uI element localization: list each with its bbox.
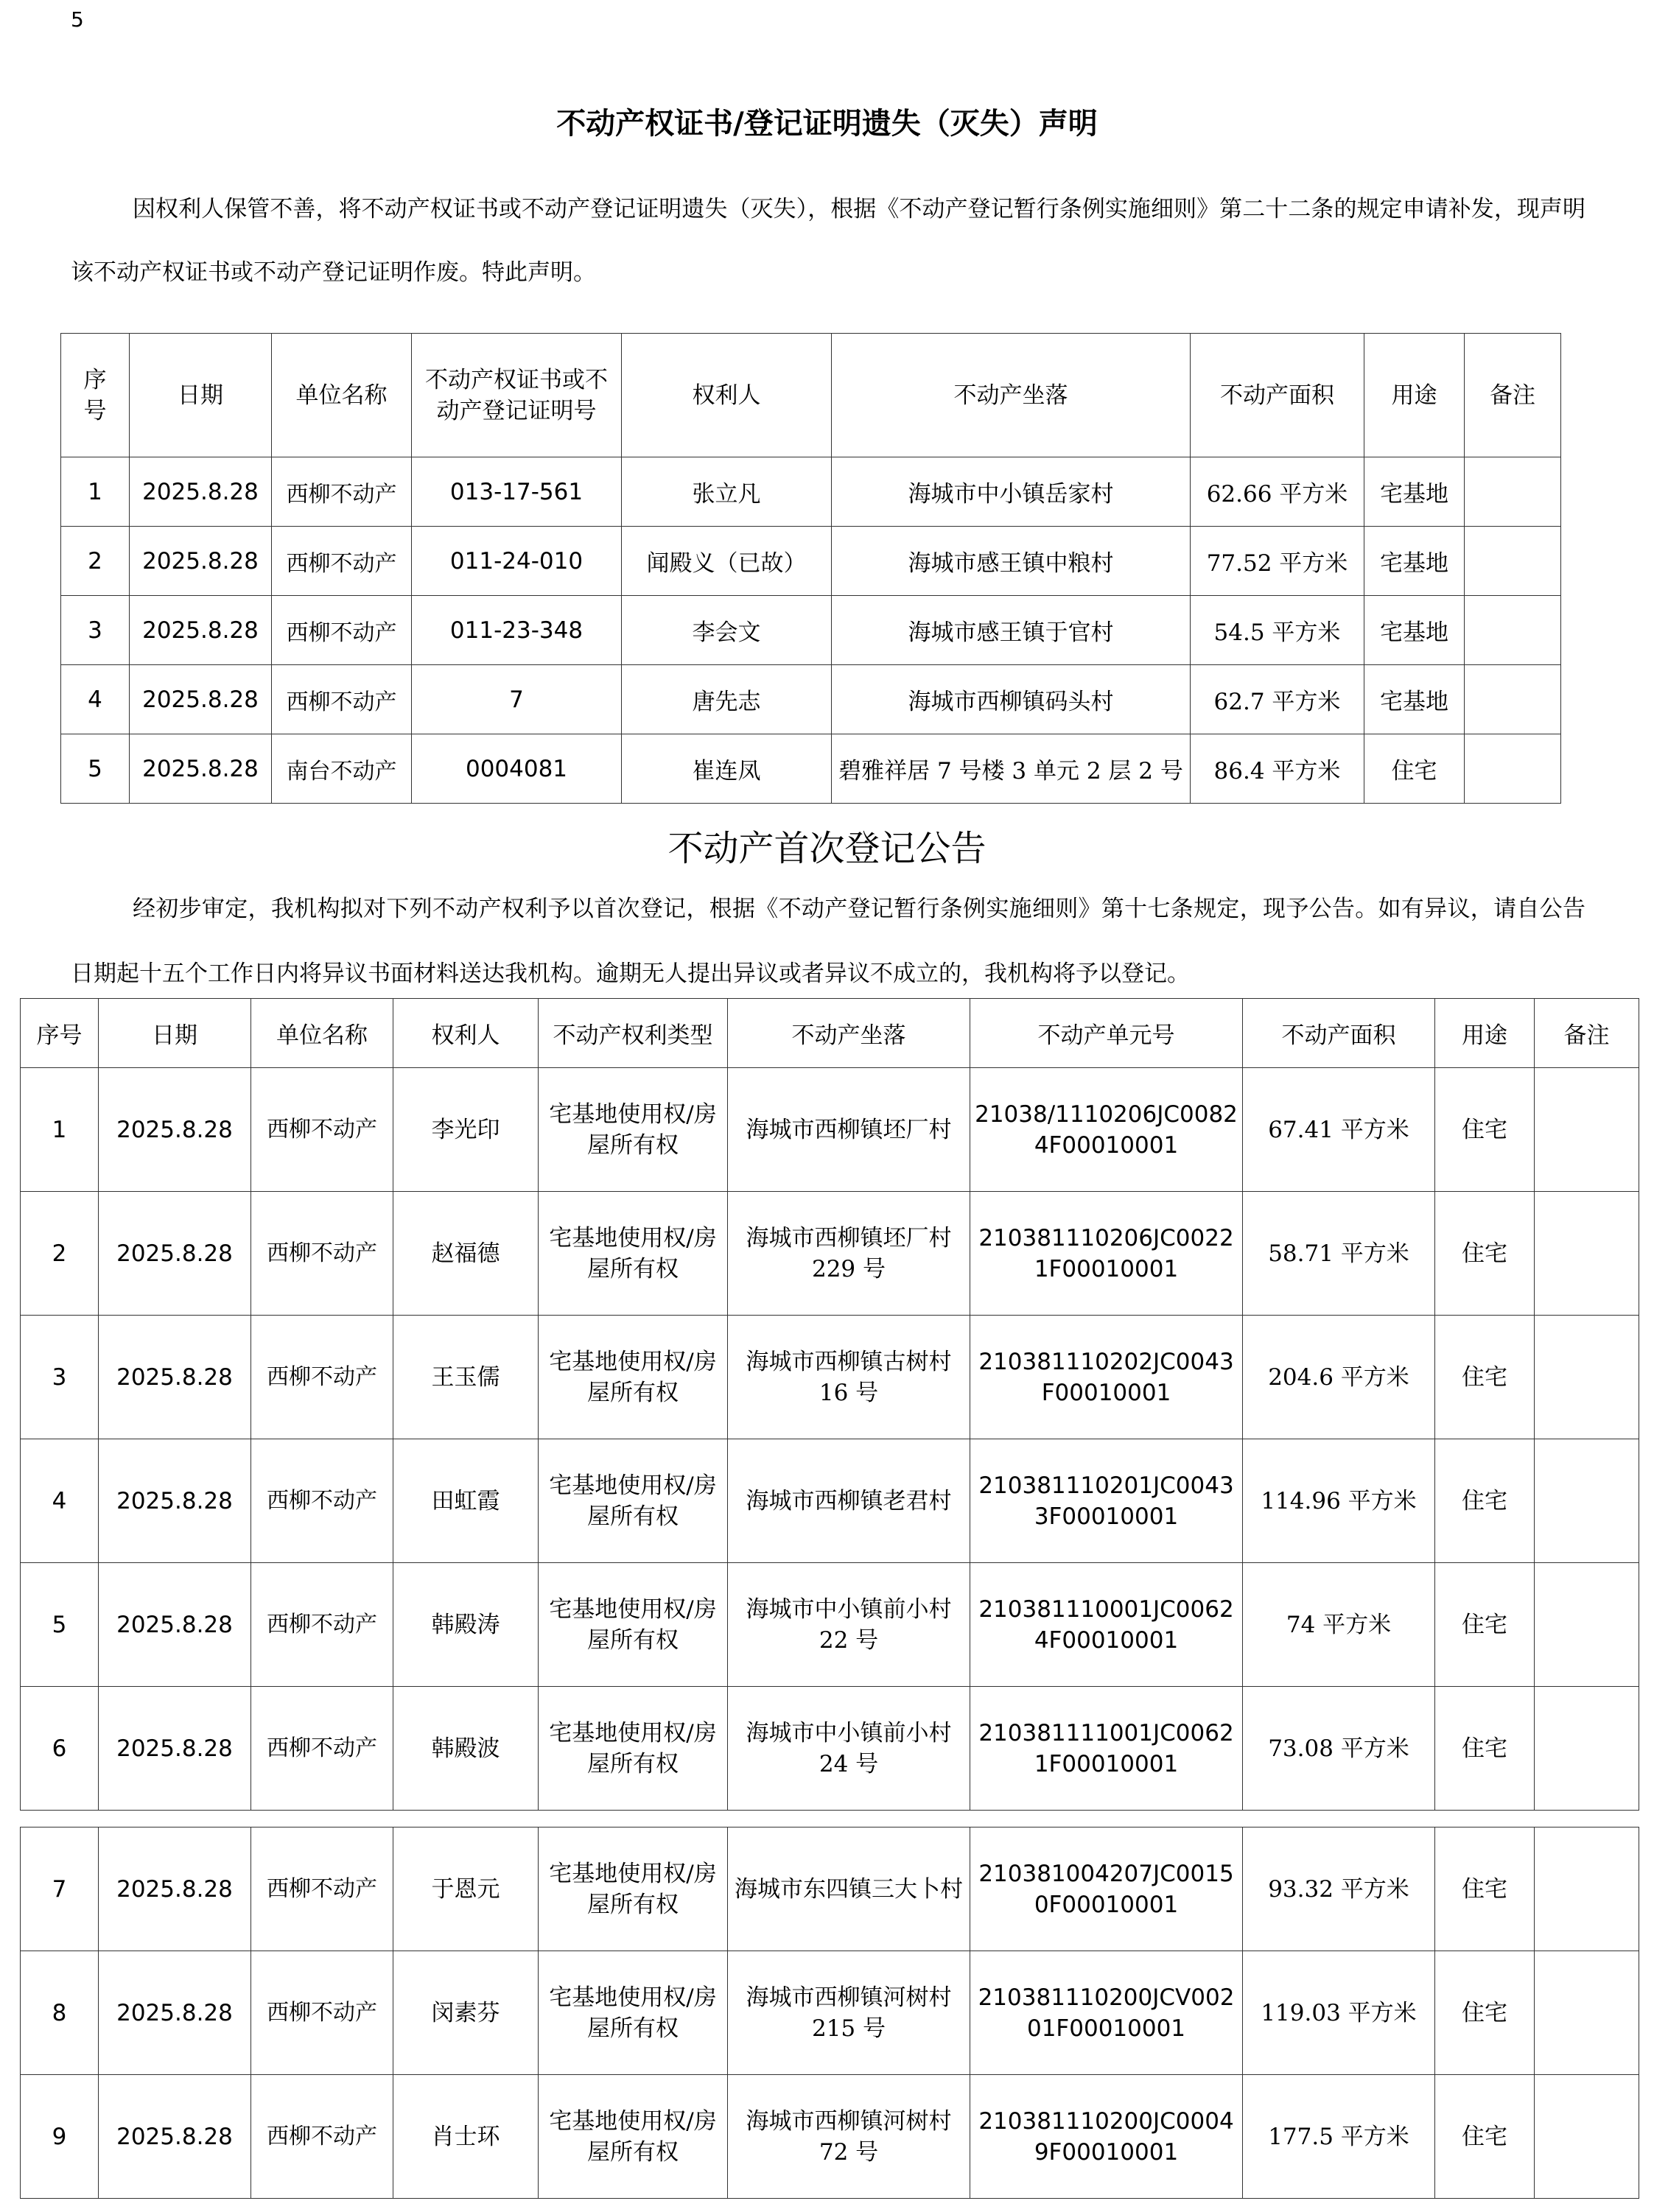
row-number-cell: 9: [21, 2075, 99, 2199]
owner-cell: 闻殿义（已故）: [622, 527, 832, 596]
reg-table-row: [21, 2075, 1639, 2199]
date-cell: 2025.8.28: [99, 1827, 251, 1951]
owner-cell: 李会文: [622, 596, 832, 665]
lost-table-row: [61, 734, 1561, 804]
date-cell: 2025.8.28: [99, 1951, 251, 2075]
note-cell: [1535, 1192, 1639, 1316]
owner-cell: 闵素芬: [393, 1951, 539, 2075]
date-cell: 2025.8.28: [99, 1563, 251, 1687]
owner-cell: 李光印: [393, 1068, 539, 1192]
unit-name-cell: 西柳不动产: [251, 2075, 393, 2199]
owner-cell: 韩殿波: [393, 1687, 539, 1811]
unit-name-cell: 西柳不动产: [251, 1687, 393, 1811]
area-cell: 67.41 平方米: [1243, 1068, 1435, 1192]
use-cell: 住宅: [1435, 1068, 1535, 1192]
lost-table-row: [61, 665, 1561, 734]
date-cell: 2025.8.28: [99, 1192, 251, 1316]
reg-table-row: [21, 1563, 1639, 1687]
date-cell: 2025.8.28: [130, 596, 272, 665]
area-cell: 58.71 平方米: [1243, 1192, 1435, 1316]
owner-cell: 张立凡: [622, 457, 832, 527]
certificate-number-cell: 0004081: [412, 734, 622, 804]
note-cell: [1465, 457, 1561, 527]
note-cell: [1465, 665, 1561, 734]
reg-table-row: [21, 1192, 1639, 1316]
header-cell: 单位名称: [272, 334, 412, 457]
unit-name-cell: 西柳不动产: [251, 1563, 393, 1687]
note-cell: [1465, 734, 1561, 804]
date-cell: 2025.8.28: [130, 457, 272, 527]
right-type-cell: 宅基地使用权/房屋所有权: [539, 2075, 728, 2199]
area-cell: 177.5 平方米: [1243, 2075, 1435, 2199]
reg-table-row: [21, 1068, 1639, 1192]
unit-name-cell: 西柳不动产: [251, 1951, 393, 2075]
location-cell: 海城市感王镇中粮村: [832, 527, 1191, 596]
location-cell: 海城市西柳镇老君村: [728, 1439, 970, 1563]
unit-number-cell: 210381110200JC00049F00010001: [970, 2075, 1243, 2199]
row-number-cell: 4: [61, 665, 130, 734]
owner-cell: 崔连凤: [622, 734, 832, 804]
note-cell: [1465, 596, 1561, 665]
reg-table-header-row: [21, 999, 1639, 1068]
lost-notice-title: 不动产权证书/登记证明遗失（灭失）声明: [556, 106, 1098, 141]
lost-table-row: [61, 457, 1561, 527]
location-cell: 海城市西柳镇河树村 72 号: [728, 2075, 970, 2199]
note-cell: [1535, 1068, 1639, 1192]
certificate-number-cell: 7: [412, 665, 622, 734]
location-cell: 海城市东四镇三大卜村: [728, 1827, 970, 1951]
row-number-cell: 1: [21, 1068, 99, 1192]
header-cell: 备注: [1465, 334, 1561, 457]
date-cell: 2025.8.28: [130, 665, 272, 734]
first-registration-table: [20, 998, 1639, 1811]
lost-table-row: [61, 596, 1561, 665]
unit-name-cell: 西柳不动产: [272, 596, 412, 665]
reg-table-row: [21, 1827, 1639, 1951]
unit-number-cell: 210381110200JCV00201F00010001: [970, 1951, 1243, 2075]
use-cell: 宅基地: [1364, 665, 1465, 734]
note-cell: [1535, 1951, 1639, 2075]
page-number: 5: [71, 7, 84, 32]
date-cell: 2025.8.28: [130, 734, 272, 804]
date-cell: 2025.8.28: [130, 527, 272, 596]
unit-number-cell: 210381110202JC0043F00010001: [970, 1316, 1243, 1439]
unit-name-cell: 西柳不动产: [251, 1068, 393, 1192]
right-type-cell: 宅基地使用权/房屋所有权: [539, 1192, 728, 1316]
location-cell: 海城市西柳镇古树村 16 号: [728, 1316, 970, 1439]
note-cell: [1535, 1316, 1639, 1439]
date-cell: 2025.8.28: [99, 1439, 251, 1563]
header-cell: 不动产面积: [1191, 334, 1364, 457]
row-number-cell: 5: [21, 1563, 99, 1687]
use-cell: 住宅: [1435, 1563, 1535, 1687]
unit-name-cell: 南台不动产: [272, 734, 412, 804]
unit-number-cell: 210381110206JC00221F00010001: [970, 1192, 1243, 1316]
reg-table-row: [21, 1316, 1639, 1439]
header-cell: 日期: [99, 999, 251, 1068]
area-cell: 86.4 平方米: [1191, 734, 1364, 804]
unit-number-cell: 210381110201JC00433F00010001: [970, 1439, 1243, 1563]
unit-name-cell: 西柳不动产: [272, 527, 412, 596]
unit-name-cell: 西柳不动产: [251, 1827, 393, 1951]
header-cell: 不动产面积: [1243, 999, 1435, 1068]
owner-cell: 唐先志: [622, 665, 832, 734]
row-number-cell: 5: [61, 734, 130, 804]
location-cell: 海城市西柳镇坯厂村 229 号: [728, 1192, 970, 1316]
use-cell: 宅基地: [1364, 457, 1465, 527]
unit-number-cell: 21038/1110206JC00824F00010001: [970, 1068, 1243, 1192]
date-cell: 2025.8.28: [99, 2075, 251, 2199]
row-number-cell: 2: [61, 527, 130, 596]
row-number-cell: 3: [21, 1316, 99, 1439]
use-cell: 住宅: [1435, 1316, 1535, 1439]
lost-notice-body: 因权利人保管不善，将不动产权证书或不动产登记证明遗失（灭失），根据《不动产登记暂行条例实施细则》第二十二条的规定申请补发，现声明该不动产权证书或不动产登记证明作废。特此声明。: [71, 196, 1585, 286]
unit-number-cell: 210381004207JC00150F00010001: [970, 1827, 1243, 1951]
lost-table-header-row: [61, 334, 1561, 457]
first-registration-table-continued: [20, 1827, 1639, 2199]
area-cell: 54.5 平方米: [1191, 596, 1364, 665]
use-cell: 住宅: [1435, 1827, 1535, 1951]
note-cell: [1535, 1439, 1639, 1563]
header-cell: 不动产权利类型: [539, 999, 728, 1068]
header-cell: 不动产单元号: [970, 999, 1243, 1068]
owner-cell: 王玉儒: [393, 1316, 539, 1439]
reg-table-row: [21, 1687, 1639, 1811]
use-cell: 宅基地: [1364, 596, 1465, 665]
owner-cell: 肖士环: [393, 2075, 539, 2199]
area-cell: 62.7 平方米: [1191, 665, 1364, 734]
reg-table-row: [21, 1951, 1639, 2075]
area-cell: 77.52 平方米: [1191, 527, 1364, 596]
reg-table-row: [21, 1439, 1639, 1563]
use-cell: 住宅: [1364, 734, 1465, 804]
certificate-number-cell: 011-24-010: [412, 527, 622, 596]
area-cell: 74 平方米: [1243, 1563, 1435, 1687]
note-cell: [1535, 1687, 1639, 1811]
right-type-cell: 宅基地使用权/房屋所有权: [539, 1439, 728, 1563]
header-cell: 日期: [130, 334, 272, 457]
header-cell: 用途: [1435, 999, 1535, 1068]
header-cell: 权利人: [622, 334, 832, 457]
header-cell: 用途: [1364, 334, 1465, 457]
row-number-cell: 4: [21, 1439, 99, 1563]
location-cell: 海城市感王镇于官村: [832, 596, 1191, 665]
area-cell: 114.96 平方米: [1243, 1439, 1435, 1563]
use-cell: 住宅: [1435, 1192, 1535, 1316]
owner-cell: 于恩元: [393, 1827, 539, 1951]
owner-cell: 田虹霞: [393, 1439, 539, 1563]
location-cell: 海城市中小镇岳家村: [832, 457, 1191, 527]
unit-name-cell: 西柳不动产: [272, 665, 412, 734]
unit-name-cell: 西柳不动产: [272, 457, 412, 527]
use-cell: 宅基地: [1364, 527, 1465, 596]
owner-cell: 韩殿涛: [393, 1563, 539, 1687]
note-cell: [1535, 2075, 1639, 2199]
area-cell: 62.66 平方米: [1191, 457, 1364, 527]
header-cell: 备注: [1535, 999, 1639, 1068]
area-cell: 93.32 平方米: [1243, 1827, 1435, 1951]
area-cell: 204.6 平方米: [1243, 1316, 1435, 1439]
certificate-number-cell: 013-17-561: [412, 457, 622, 527]
area-cell: 119.03 平方米: [1243, 1951, 1435, 2075]
header-cell: 不动产权证书或不动产登记证明号: [412, 334, 622, 457]
right-type-cell: 宅基地使用权/房屋所有权: [539, 1068, 728, 1192]
header-cell: 不动产坐落: [832, 334, 1191, 457]
right-type-cell: 宅基地使用权/房屋所有权: [539, 1563, 728, 1687]
use-cell: 住宅: [1435, 2075, 1535, 2199]
certificate-number-cell: 011-23-348: [412, 596, 622, 665]
row-number-cell: 6: [21, 1687, 99, 1811]
owner-cell: 赵福德: [393, 1192, 539, 1316]
header-cell: 不动产坐落: [728, 999, 970, 1068]
note-cell: [1465, 527, 1561, 596]
unit-name-cell: 西柳不动产: [251, 1439, 393, 1563]
date-cell: 2025.8.28: [99, 1687, 251, 1811]
date-cell: 2025.8.28: [99, 1068, 251, 1192]
row-number-cell: 3: [61, 596, 130, 665]
unit-name-cell: 西柳不动产: [251, 1192, 393, 1316]
note-cell: [1535, 1563, 1639, 1687]
right-type-cell: 宅基地使用权/房屋所有权: [539, 1687, 728, 1811]
area-cell: 73.08 平方米: [1243, 1687, 1435, 1811]
right-type-cell: 宅基地使用权/房屋所有权: [539, 1951, 728, 2075]
location-cell: 海城市中小镇前小村 22 号: [728, 1563, 970, 1687]
row-number-cell: 1: [61, 457, 130, 527]
lost-notice-table: [60, 333, 1561, 804]
lost-table-row: [61, 527, 1561, 596]
unit-number-cell: 210381110001JC00624F00010001: [970, 1563, 1243, 1687]
date-cell: 2025.8.28: [99, 1316, 251, 1439]
use-cell: 住宅: [1435, 1439, 1535, 1563]
header-cell: 序 号: [61, 334, 130, 457]
location-cell: 碧雅祥居 7 号楼 3 单元 2 层 2 号: [832, 734, 1191, 804]
row-number-cell: 8: [21, 1951, 99, 2075]
use-cell: 住宅: [1435, 1687, 1535, 1811]
first-registration-title: 不动产首次登记公告: [667, 828, 987, 869]
location-cell: 海城市西柳镇河树村 215 号: [728, 1951, 970, 2075]
location-cell: 海城市西柳镇坯厂村: [728, 1068, 970, 1192]
header-cell: 序号: [21, 999, 99, 1068]
right-type-cell: 宅基地使用权/房屋所有权: [539, 1827, 728, 1951]
first-registration-body: 经初步审定，我机构拟对下列不动产权利予以首次登记，根据《不动产登记暂行条例实施细则》第十七条规定，现予公告。如有异议，请自公告日期起十五个工作日内将异议书面材料送达我机构。逾期无人提出异议或者异议不成立的，我机构将予以登记。: [71, 896, 1585, 987]
unit-number-cell: 210381111001JC00621F00010001: [970, 1687, 1243, 1811]
location-cell: 海城市西柳镇码头村: [832, 665, 1191, 734]
header-cell: 单位名称: [251, 999, 393, 1068]
row-number-cell: 7: [21, 1827, 99, 1951]
right-type-cell: 宅基地使用权/房屋所有权: [539, 1316, 728, 1439]
use-cell: 住宅: [1435, 1951, 1535, 2075]
row-number-cell: 2: [21, 1192, 99, 1316]
location-cell: 海城市中小镇前小村 24 号: [728, 1687, 970, 1811]
unit-name-cell: 西柳不动产: [251, 1316, 393, 1439]
note-cell: [1535, 1827, 1639, 1951]
header-cell: 权利人: [393, 999, 539, 1068]
